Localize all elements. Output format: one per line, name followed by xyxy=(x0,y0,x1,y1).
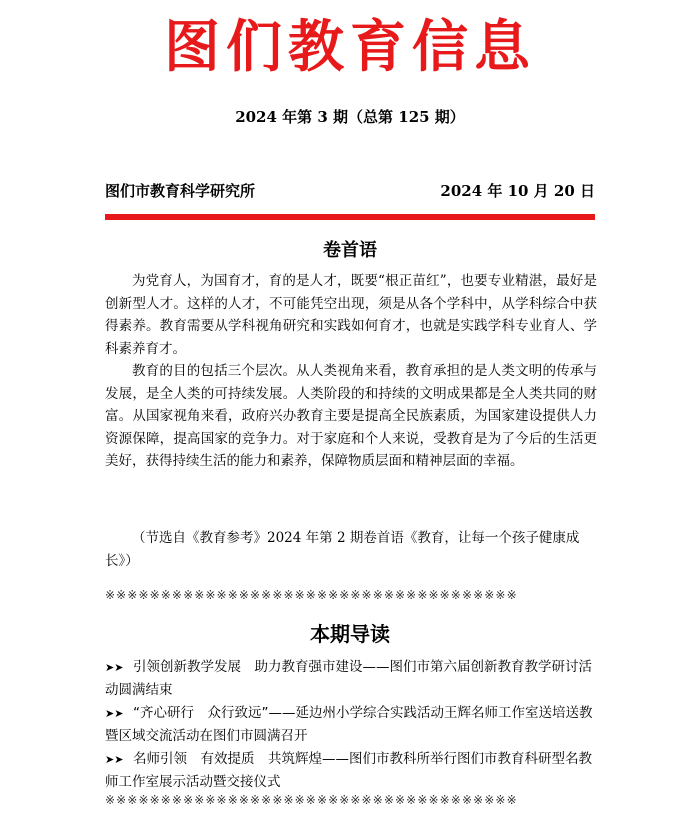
preface-title: 卷首语 xyxy=(323,240,377,261)
preface-paragraph: 教育的目的包括三个层次。从人类视角来看，教育承担的是人类文明的传承与发展，是全人类的可持续发展。人类阶段的和持续的文明成果都是全人类共同的财富。从国家视角来看，政府兴办教育主要是提高全民族素质，为国家建设提供人力资源保障，提高国家的竞争力。对于家庭和个人来说，受教育是为了今后的生活更美好，获得持续生活的能力和素养，保障物质层面和精神层面的幸福。 xyxy=(105,363,597,469)
arrow-bullet-icon: ➤➤ xyxy=(105,707,124,720)
publication-line xyxy=(105,180,595,201)
arrow-bullet-icon: ➤➤ xyxy=(105,661,124,674)
preface-source: （节选自《教育参考》2024 年第 2 期卷首语《教育，让每一个孩子健康成长》） xyxy=(105,530,580,569)
guide-item xyxy=(105,656,597,702)
guide-item-text: 引领创新教学发展 助力教育强市建设——图们市第六届创新教育教学研讨活动圆满结束 xyxy=(105,659,592,698)
ornament-divider: ※※※※※※※※※※※※※※※※※※※※※※※※※※※※※※※※※※※※※ xyxy=(105,793,518,807)
masthead-title: 图们教育信息 xyxy=(164,14,536,80)
preface-paragraph: 为党育人，为国育才，育的是人才，既要“根正苗红”，也要专业精湛，最好是创新型人才。这样的人才，不可能凭空出现，须是从各个学科中，从学科综合中获得素养。教育需要从学科视角研究和实践如何育才，也就是实践学科专业育人、学科素养育才。 xyxy=(105,273,597,357)
guide-item xyxy=(105,748,597,794)
ornament-divider: ※※※※※※※※※※※※※※※※※※※※※※※※※※※※※※※※※※※※※ xyxy=(105,588,518,602)
publish-date: 2024 年 10 月 20 日 xyxy=(440,182,595,200)
guide-list xyxy=(105,656,597,794)
preface-body xyxy=(105,270,597,473)
issue-number: 2024 年第 3 期（总第 125 期） xyxy=(235,108,465,126)
guide-title: 本期导读 xyxy=(310,622,390,646)
guide-item xyxy=(105,702,597,748)
arrow-bullet-icon: ➤➤ xyxy=(105,753,124,766)
guide-item-text: 名师引领 有效提质 共筑辉煌——图们市教科所举行图们市教育科研型名教师工作室展示活动暨交接仪式 xyxy=(105,751,592,790)
publisher: 图们市教育科学研究所 xyxy=(105,182,256,200)
guide-item-text: “齐心研行 众行致远”——延边州小学综合实践活动王辉名师工作室送培送教暨区域交流活动在图们市圆满召开 xyxy=(105,705,593,744)
red-divider-bar xyxy=(105,214,595,220)
